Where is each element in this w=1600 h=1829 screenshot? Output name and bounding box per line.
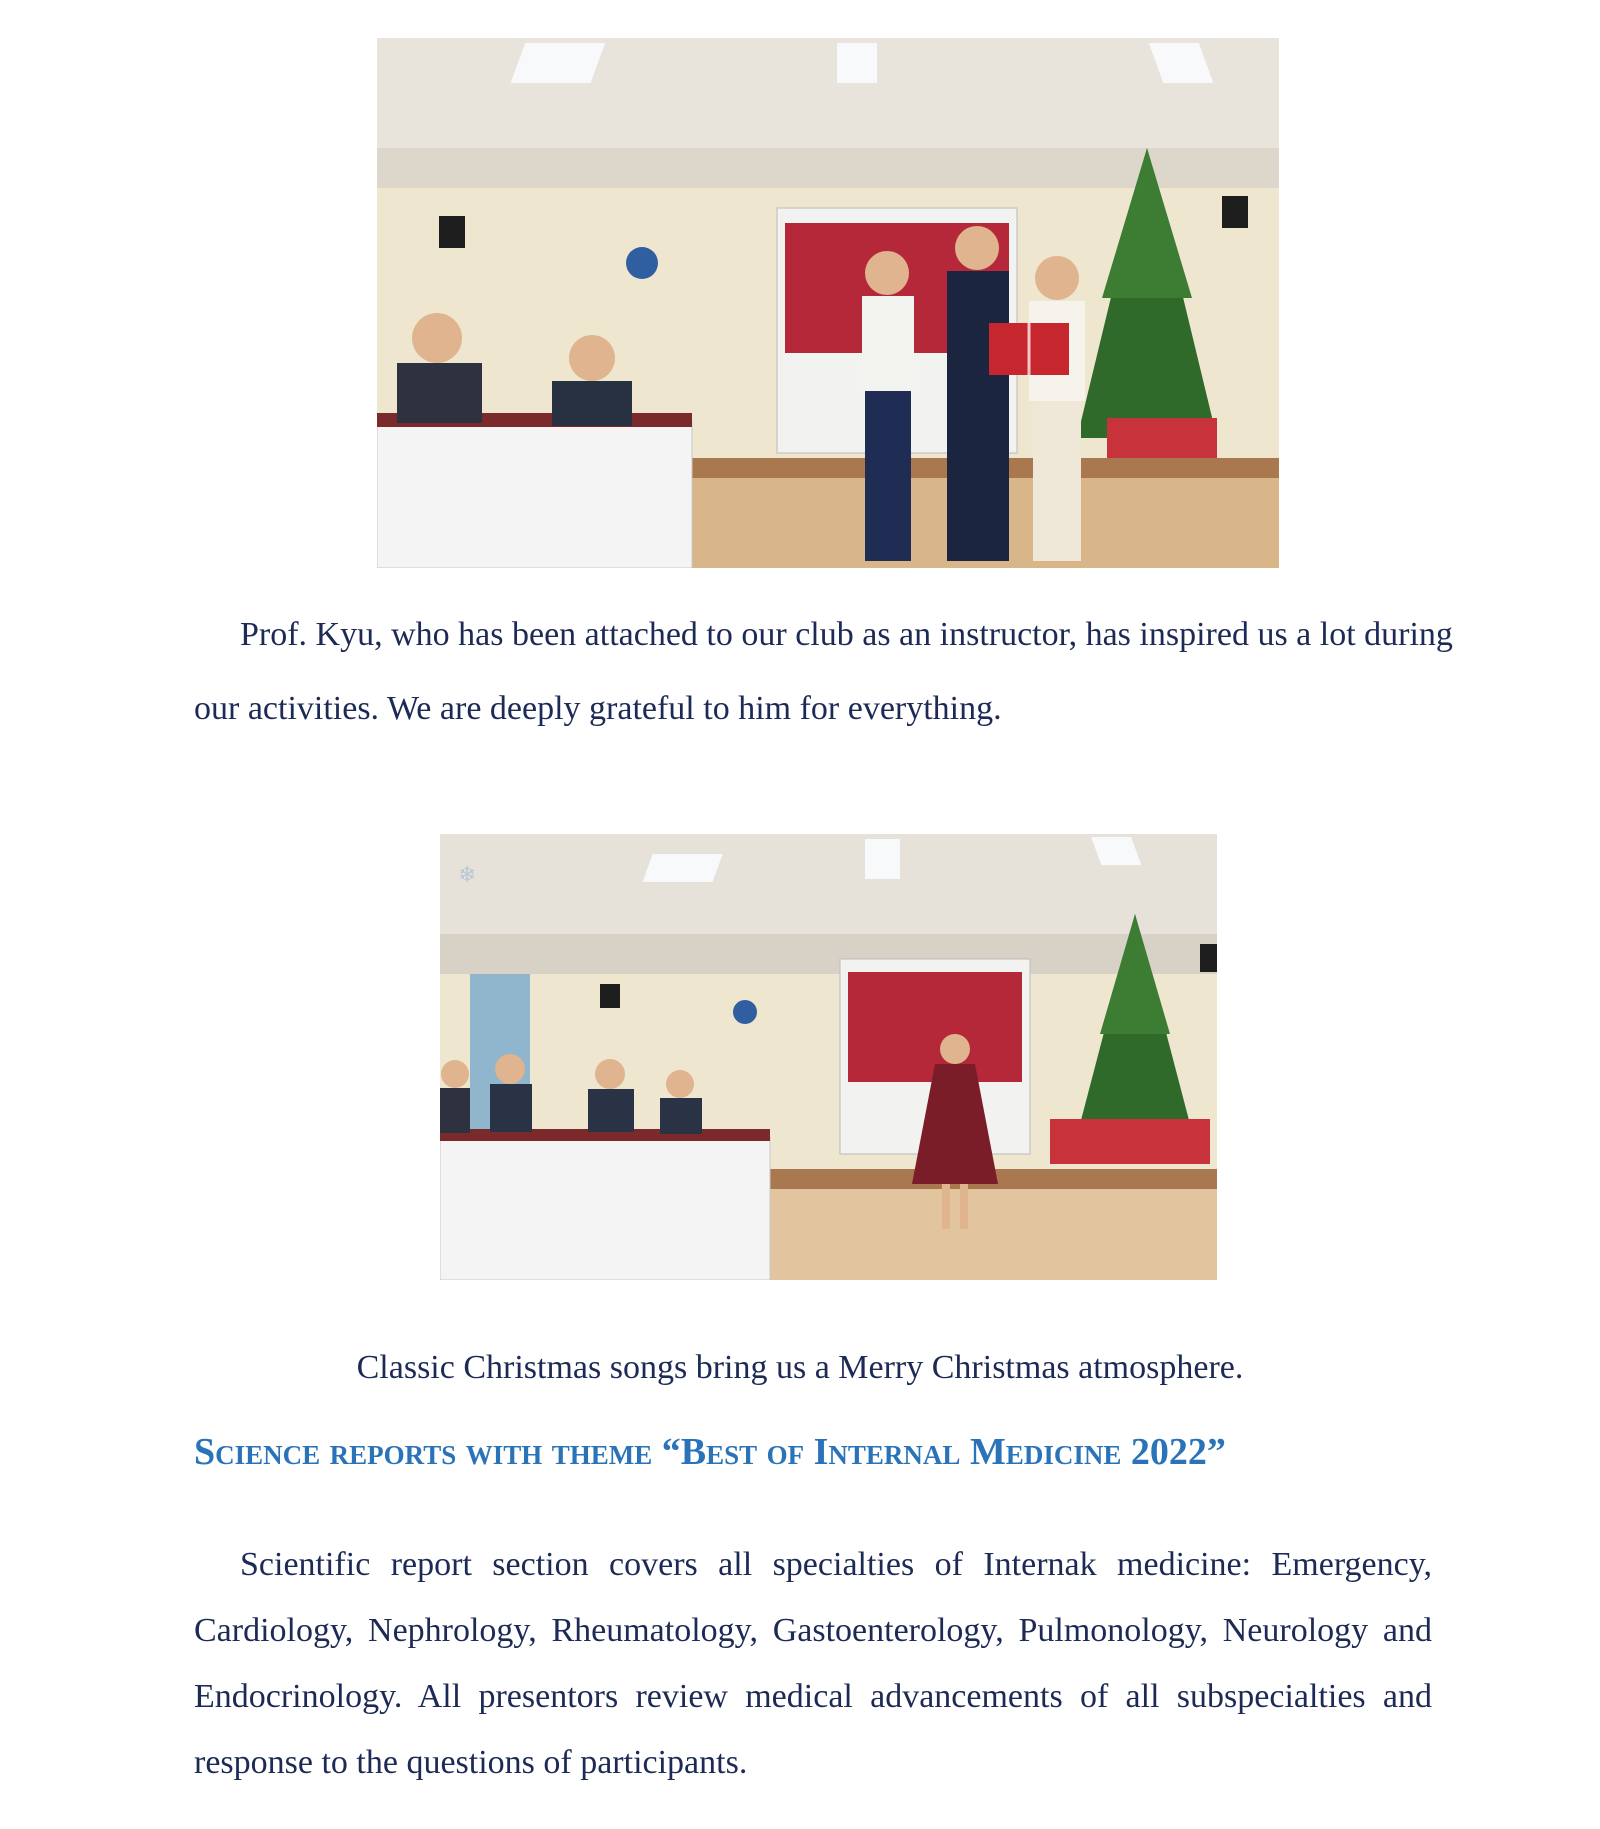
paragraph-prof-kyu-text: Prof. Kyu, who has been attached to our club as an instructor, has inspired us a lot during our activities. We are deeply grateful to him for everything. <box>194 616 1453 727</box>
photo-award-ceremony <box>377 38 1279 568</box>
paragraph-science-reports <box>194 1532 1432 1796</box>
photo-christmas-song-drawing <box>440 834 1217 1280</box>
photo-award-ceremony-drawing <box>377 38 1279 568</box>
svg-text:❄: ❄ <box>458 863 477 888</box>
section-heading: Science reports with theme “Best of Internal Medicine 2022” <box>194 1431 1226 1473</box>
caption-christmas-songs: Classic Christmas songs bring us a Merry Christmas atmosphere. <box>356 1349 1244 1386</box>
photo-christmas-song <box>440 834 1217 1280</box>
paragraph-science-reports-text: Scientific report section covers all specialties of Internak medicine: Emergency, Cardiology, Nephrology, Rheumatology, Gastoenterology, Pulmonology, Neurology and Endocrinology. All presentors review medical advancements of all subspecialties and response to the questions of participants. <box>194 1546 1432 1781</box>
paragraph-prof-kyu <box>194 598 1464 746</box>
